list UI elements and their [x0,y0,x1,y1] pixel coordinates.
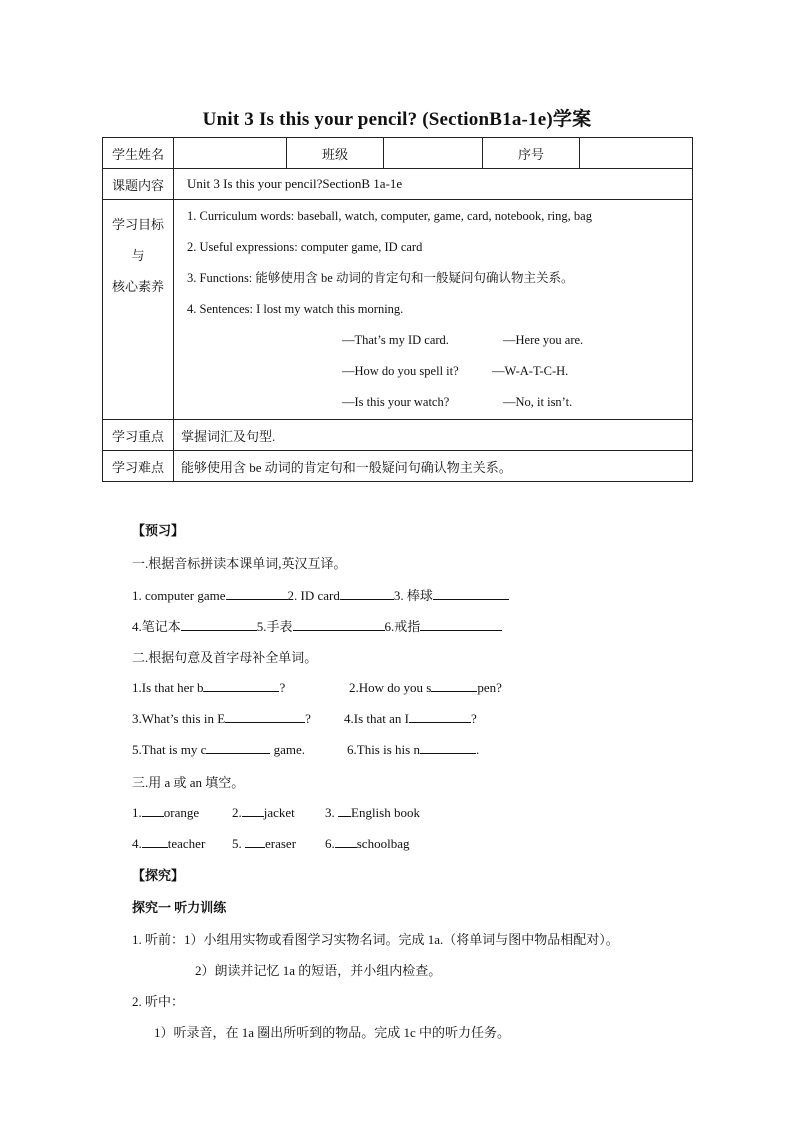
goal-line: 4. Sentences: I lost my watch this morning. [187,302,404,316]
explore-line: 2）朗读并记忆 1a 的短语，并小组内检查。 [195,963,442,978]
goals-label-line: 学习目标 [111,217,164,232]
difficulty-label: 学习难点 [103,451,174,482]
dialogue-line [187,356,692,387]
answer-blank[interactable] [203,679,279,692]
section-3-title: 三.用 a 或 an 填空。 [132,775,245,790]
class-label: 班级 [287,138,384,169]
topic-value: Unit 3 Is this your pencil?SectionB 1a-1e [174,169,693,200]
q-text: 3. 棒球 [393,588,433,603]
q-text: 5.That is my c [132,742,207,757]
seat-label: 序号 [483,138,580,169]
explore-line: 1. 听前：1）小组用实物或看图学习实物名词。完成 1a.（将单词与图中物品相配对）。 [132,932,619,947]
answer-blank[interactable] [335,835,357,848]
answer-blank[interactable] [142,835,168,848]
answer-blank[interactable] [433,587,509,600]
q-text: 6.戒指 [384,619,421,634]
q-text: pen? [477,680,502,695]
q-text: schoolbag [356,836,410,851]
dialogue-q: —Is this your watch? [342,395,450,409]
q-text: jacket [263,805,295,820]
goals-label [103,200,174,420]
q-text: teacher [167,836,206,851]
q-text: 3. [325,805,338,820]
goal-line: 3. Functions: 能够使用含 be 动词的肯定句和一般疑问句确认物主关系。 [187,271,574,285]
q-text: 2.How do you s [349,680,432,695]
dialogue-line [187,387,692,418]
exercise-line [132,741,305,758]
exercise-line [132,710,311,727]
answer-blank[interactable] [142,804,164,817]
explore-heading: 【探究】 [132,868,185,883]
answer-blank[interactable] [420,741,476,754]
q-text: eraser [265,836,297,851]
topic-label: 课题内容 [103,169,174,200]
q-text: ? [279,680,286,695]
goals-label-line: 核心素养 [111,279,164,294]
exercise-line [349,679,502,696]
key-value: 掌握词汇及句型. [174,420,693,451]
q-text: 2. [232,805,242,820]
q-text: orange [163,805,200,820]
explore-line: 1）听录音，在 1a 圈出所听到的物品。完成 1c 中的听力任务。 [154,1025,511,1040]
exercise-line [325,835,409,852]
answer-blank[interactable] [293,618,385,631]
info-table [102,137,693,482]
name-label: 学生姓名 [103,138,174,169]
answer-blank[interactable] [226,587,288,600]
class-field[interactable] [384,138,483,169]
goal-line: 1. Curriculum words: baseball, watch, computer, game, card, notebook, ring, bag [187,209,592,223]
q-text: English book [351,805,420,820]
q-text: 2. ID card [287,588,340,603]
exercise-line [347,741,479,758]
preview-heading: 【预习】 [132,523,185,538]
exercise-line [132,679,285,696]
answer-blank[interactable] [206,741,270,754]
dialogue-a: —No, it isn’t. [503,395,573,409]
section-1-title: 一.根据音标拼读本课单词,英汉互译。 [132,556,347,571]
goals-cell [174,200,693,420]
exercise-line [132,585,509,604]
q-text: 4.笔记本 [132,619,181,634]
q-text: ? [470,711,477,726]
answer-blank[interactable] [409,710,471,723]
q-text: . [475,742,480,757]
difficulty-value: 能够使用含 be 动词的肯定句和一般疑问句确认物主关系。 [174,451,693,482]
q-text: 1.Is that her b [132,680,204,695]
explore-line: 2. 听中： [132,994,185,1009]
exercise-line [344,710,477,727]
exercise-line [232,804,295,821]
q-text: 4.Is that an I [344,711,409,726]
answer-blank[interactable] [245,835,265,848]
dialogue-q: —How do you spell it? [342,364,459,378]
seat-field[interactable] [580,138,693,169]
answer-blank[interactable] [340,587,394,600]
q-text: 1. [132,805,142,820]
goals-label-line: 与 [131,248,145,263]
q-text: 6. [325,836,335,851]
exercise-line [325,804,420,821]
dialogue-a: —W-A-T-C-H. [492,364,569,378]
q-text: 5. [232,836,245,851]
goal-line: 2. Useful expressions: computer game, ID card [187,240,423,254]
explore-subheading: 探究一 听力训练 [132,900,227,915]
answer-blank[interactable] [242,804,264,817]
name-field[interactable] [174,138,287,169]
key-label: 学习重点 [103,420,174,451]
dialogue-q: —That’s my ID card. [342,333,449,347]
answer-blank[interactable] [225,710,305,723]
exercise-line [132,616,502,635]
q-text: 5.手表 [256,619,293,634]
answer-blank[interactable] [431,679,477,692]
q-text: 4. [132,836,142,851]
exercise-line [132,835,205,852]
answer-blank[interactable] [181,618,257,631]
q-text: 1. computer game [132,588,226,603]
answer-blank[interactable] [420,618,502,631]
dialogue-a: —Here you are. [503,333,584,347]
q-text: game. [273,742,306,757]
section-2-title: 二.根据句意及首字母补全单词。 [132,650,318,665]
dialogue-line [187,325,692,356]
q-text: 3.What’s this in E [132,711,226,726]
q-text: ? [305,711,311,726]
page-title: Unit 3 Is this your pencil? (SectionB1a-1e)学案 [202,109,592,130]
exercise-line [232,835,296,852]
q-text: 6.This is his n [347,742,420,757]
answer-blank[interactable] [338,804,351,817]
exercise-line [132,804,199,821]
